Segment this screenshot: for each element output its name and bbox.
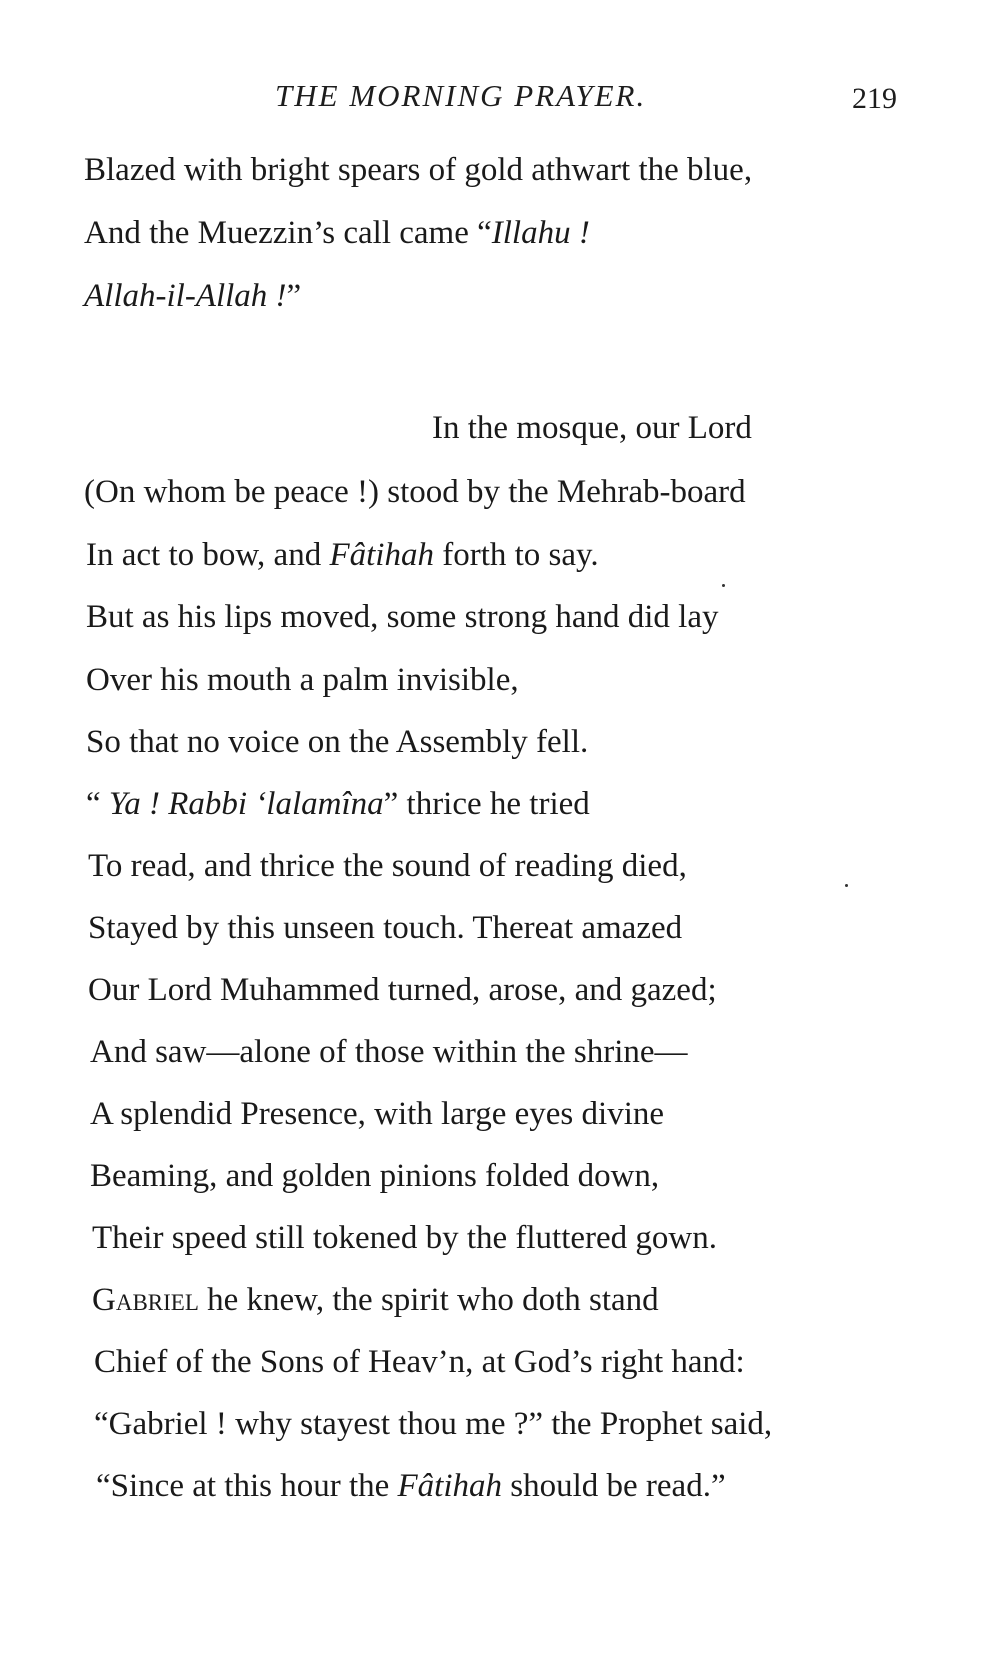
- running-title: THE MORNING PRAYER.: [275, 78, 647, 113]
- verse-text: ” thrice he tried: [383, 786, 590, 822]
- verse-text: In the mosque, our Lord: [432, 410, 752, 446]
- verse-text: Blazed with bright spears of gold athwart the blue,: [84, 152, 753, 188]
- verse-text: “Since at this hour the: [96, 1468, 398, 1504]
- verse-text: And saw—alone of those within the shrine—: [90, 1034, 688, 1070]
- arabic-phrase: Illahu !: [491, 215, 590, 251]
- verse-line: [86, 660, 519, 700]
- verse-line: [94, 1342, 745, 1382]
- verse-line: [88, 908, 682, 948]
- verse-text: A splendid Presence, with large eyes divine: [90, 1096, 665, 1132]
- verse-text: “Gabriel ! why stayest thou me ?” the Prophet said,: [94, 1406, 773, 1442]
- verse-line: [84, 276, 301, 316]
- verse-line: [84, 150, 752, 190]
- verse-line: [90, 1094, 664, 1134]
- arabic-phrase: Ya ! Rabbi ‘lalamîna: [108, 786, 384, 822]
- verse-text: Stayed by this unseen touch. Thereat amazed: [88, 910, 683, 946]
- verse-text: forth to say.: [433, 537, 599, 573]
- verse-line: [90, 1032, 688, 1072]
- page-number: 219: [852, 82, 897, 115]
- verse-text: “: [86, 786, 109, 822]
- verse-line: [86, 784, 590, 824]
- verse-line: [94, 1404, 772, 1444]
- print-speck: [845, 884, 848, 887]
- verse-line: [90, 1156, 659, 1196]
- verse-text: In act to bow, and: [86, 537, 330, 573]
- verse-line: [88, 970, 717, 1010]
- verse-text: Their speed still tokened by the fluttered gown.: [92, 1220, 718, 1256]
- verse-line: [86, 722, 588, 762]
- verse-text: Beaming, and golden pinions folded down,: [90, 1158, 660, 1194]
- verse-text: he knew, the spirit who doth stand: [198, 1282, 659, 1318]
- verse-text: And the Muezzin’s call came “: [84, 215, 492, 251]
- verse-line: [88, 846, 687, 886]
- verse-text: ”: [286, 278, 302, 314]
- arabic-phrase: Allah-il-Allah !: [84, 278, 287, 314]
- verse-text: Chief of the Sons of Heav’n, at God’s right hand:: [94, 1344, 745, 1380]
- verse-line: [92, 1280, 659, 1320]
- verse-line: [92, 1218, 717, 1258]
- verse-line: [84, 213, 590, 253]
- verse-line: [86, 597, 718, 637]
- verse-line: [96, 1466, 726, 1506]
- verse-line: [84, 472, 746, 512]
- name-smallcaps: Gabriel: [92, 1282, 199, 1318]
- verse-text: Our Lord Muhammed turned, arose, and gazed;: [88, 972, 717, 1008]
- verse-text: So that no voice on the Assembly fell.: [86, 724, 589, 760]
- print-speck: [722, 584, 725, 587]
- verse-line: [432, 408, 752, 448]
- verse-text: should be read.”: [502, 1468, 726, 1504]
- verse-line: [86, 535, 599, 575]
- verse-text: Over his mouth a palm invisible,: [86, 662, 519, 698]
- verse-text: But as his lips moved, some strong hand did lay: [86, 599, 719, 635]
- verse-text: (On whom be peace !) stood by the Mehrab-board: [84, 474, 746, 510]
- arabic-phrase: Fâtihah: [397, 1468, 503, 1504]
- verse-text: To read, and thrice the sound of reading died,: [88, 848, 687, 884]
- arabic-phrase: Fâtihah: [329, 537, 434, 573]
